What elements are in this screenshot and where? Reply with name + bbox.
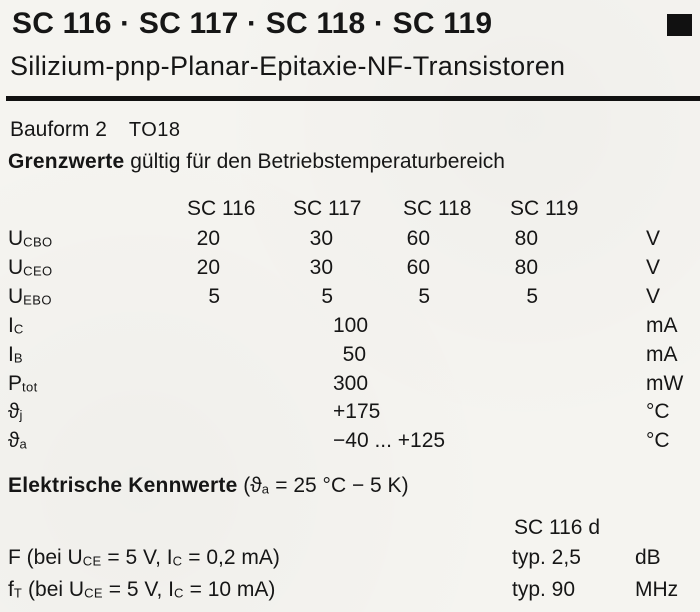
row-symbol: IB	[8, 343, 23, 366]
column-header-sc117: SC 117	[293, 197, 362, 220]
corner-marker-square	[667, 14, 692, 36]
kennwerte-section-heading	[8, 474, 409, 498]
value-all-types: 300	[333, 372, 369, 395]
value-all-types: −40 ... +125	[333, 429, 446, 452]
table-row-theta-j	[0, 400, 700, 429]
table-row-uceo	[0, 256, 700, 285]
parameter-unit: MHz	[635, 578, 679, 601]
value-all-types: 100	[333, 314, 369, 337]
table-row-ptot	[0, 372, 700, 401]
value-sc117: 30	[309, 227, 333, 250]
row-unit: mA	[646, 343, 678, 366]
column-header-sc119: SC 119	[510, 197, 579, 220]
value-sc116: 5	[208, 285, 220, 308]
parameter-label: F (bei UCE = 5 V, IC = 0,2 mA)	[8, 546, 280, 569]
value-sc116: 20	[196, 227, 220, 250]
row-symbol: UEBO	[8, 285, 52, 308]
row-symbol: IC	[8, 314, 24, 337]
bauform-line	[10, 118, 181, 142]
row-unit: mA	[646, 314, 678, 337]
value-sc119: 5	[526, 285, 538, 308]
limits-table-header	[0, 197, 700, 223]
value-sc117: 5	[321, 285, 333, 308]
row-symbol: UCBO	[8, 227, 53, 250]
kennwerte-column-header: SC 116 d	[514, 516, 600, 539]
table-row-uebo	[0, 285, 700, 314]
value-sc118: 60	[406, 256, 430, 279]
table-row-ib	[0, 343, 700, 372]
table-row-ic	[0, 314, 700, 343]
row-unit: °C	[646, 400, 670, 423]
kennwerte-row-noise-figure	[0, 546, 700, 576]
row-symbol: Ptot	[8, 372, 38, 395]
value-all-types: +175	[333, 400, 381, 423]
page-title: SC 116 · SC 117 · SC 118 · SC 119	[12, 7, 493, 40]
row-unit: V	[646, 227, 661, 250]
row-symbol: ϑa	[8, 429, 28, 452]
value-all-types: 50	[342, 343, 366, 366]
limits-section-heading	[8, 150, 505, 174]
page-subtitle: Silizium-pnp-Planar-Epitaxie-NF-Transistoren	[10, 51, 566, 81]
row-symbol: ϑj	[8, 400, 23, 423]
kennwerte-heading-bold: Elektrische Kennwerte	[8, 474, 238, 497]
value-sc119: 80	[514, 256, 538, 279]
bauform-package: TO18	[128, 119, 181, 141]
value-sc116: 20	[196, 256, 220, 279]
parameter-label: fT (bei UCE = 5 V, IC = 10 mA)	[8, 578, 276, 601]
value-sc118: 5	[418, 285, 430, 308]
value-sc117: 30	[309, 256, 333, 279]
limits-heading-bold: Grenzwerte	[8, 150, 125, 173]
bauform-label: Bauform 2	[10, 118, 107, 141]
parameter-value: typ. 2,5	[512, 546, 581, 569]
row-symbol: UCEO	[8, 256, 53, 279]
row-unit: °C	[646, 429, 670, 452]
kennwerte-heading-condition: (ϑa = 25 °C − 5 K)	[237, 474, 409, 497]
row-unit: V	[646, 256, 661, 279]
kennwerte-row-transit-frequency	[0, 578, 700, 608]
table-row-theta-a	[0, 429, 700, 458]
header-divider	[6, 96, 700, 101]
limits-heading-rest: gültig für den Betriebstemperaturbereich	[124, 150, 505, 173]
column-header-sc116: SC 116	[187, 197, 256, 220]
table-row-ucbo	[0, 227, 700, 256]
row-unit: mW	[646, 372, 684, 395]
value-sc118: 60	[406, 227, 430, 250]
parameter-unit: dB	[635, 546, 661, 569]
parameter-value: typ. 90	[512, 578, 576, 601]
column-header-sc118: SC 118	[403, 197, 472, 220]
value-sc119: 80	[514, 227, 538, 250]
row-unit: V	[646, 285, 661, 308]
